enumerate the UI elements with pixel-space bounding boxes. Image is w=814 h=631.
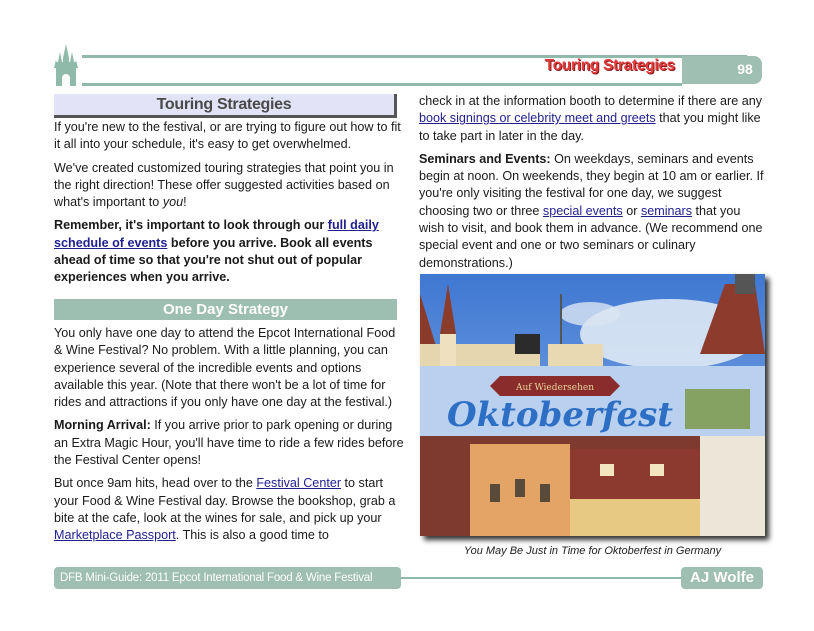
festival-center-link[interactable]: Festival Center	[256, 476, 342, 491]
paragraph	[419, 93, 769, 145]
banner-subtitle: Auf Wiedersehen	[515, 383, 595, 393]
text: On weekdays, seminars and events begin at noon. On weekends, they begin at 10 am or earlier. If you're only visiting the festival for one day, we suggest choosing two or three	[419, 151, 764, 218]
photo-caption: You May Be Just in Time for Oktoberfest in Germany	[463, 545, 722, 557]
text: that you wish to visit, and book them in advance. (We recommend one special event and one or two seminars or culinary demonstrations.)	[419, 203, 763, 270]
marketplace-passport-link[interactable]: Marketplace Passport	[54, 528, 176, 543]
footer-author: AJ Wolfe	[681, 567, 763, 589]
section-heading-one-day-strategy: One Day Strategy	[54, 299, 397, 320]
oktoberfest-photo	[420, 274, 765, 536]
paragraph	[54, 475, 404, 544]
paragraph	[54, 417, 404, 469]
footer-guide-title: DFB Mini-Guide: 2011 Epcot International Food & Wine Festival	[54, 567, 401, 589]
text: We've created customized touring strategies that point you in the right direction! These offer suggested activities based on what's important to	[54, 160, 394, 210]
label: Seminars and Events:	[419, 151, 551, 166]
text: You only have one day to attend the Epcot International Food & Wine Festival? No problem. With a little planning, you can experience several of the incredible events and options available this year. (Note that there won't be a lot of time for rides and attractions if you only have one day at the festival.)	[54, 326, 396, 410]
text: Remember, it's important to look through our	[54, 218, 328, 233]
text: But once 9am hits, head over to the	[54, 476, 257, 491]
label: Morning Arrival:	[54, 418, 151, 433]
page-number: 98	[737, 61, 753, 77]
castle-icon	[54, 44, 78, 86]
paragraph	[54, 119, 404, 154]
paragraph	[54, 325, 404, 411]
left-column-one-day	[54, 325, 404, 551]
emphasis: you	[162, 195, 184, 210]
right-column	[419, 93, 769, 278]
text: or	[622, 203, 641, 218]
text: . This is also a good time to	[175, 528, 329, 543]
paragraph	[419, 151, 769, 272]
photo-illustration	[420, 274, 765, 536]
full-daily-schedule-link[interactable]: full daily schedule of events	[54, 218, 379, 250]
paragraph	[54, 160, 404, 212]
text: before you arrive. Book all events ahead of time so that you're not shut out of popular experiences when you arrive.	[54, 235, 373, 285]
banner-title: Oktoberfest	[447, 395, 673, 435]
seminars-link[interactable]: seminars	[640, 203, 693, 218]
left-column-intro	[54, 119, 404, 293]
header-section-title: Touring Strategies	[544, 57, 675, 74]
text: to start your Food & Wine Festival day. Browse the bookshop, grab a bite at the cafe, look at the wines for sale, and pick up your	[54, 476, 396, 525]
text: If you arrive prior to park opening or during an Extra Magic Hour, you'll have time to ride a few rides before the Festival Center opens!	[54, 418, 404, 468]
book-signings-link[interactable]: book signings or celebrity meet and greets	[419, 111, 656, 126]
text: If you're new to the festival, or are trying to figure out how to fit it all into your schedule, it's easy to get overwhelmed.	[54, 120, 401, 152]
paragraph	[54, 217, 404, 286]
text: !	[183, 195, 187, 210]
section-heading-touring-strategies: Touring Strategies	[54, 94, 397, 118]
footer-rule	[401, 577, 681, 579]
header-rule-bottom	[82, 83, 682, 86]
text: that you might like to take part in later in the day.	[419, 111, 761, 143]
special-events-link[interactable]: special events	[542, 203, 623, 218]
text: check in at the information booth to determine if there are any	[419, 94, 763, 108]
